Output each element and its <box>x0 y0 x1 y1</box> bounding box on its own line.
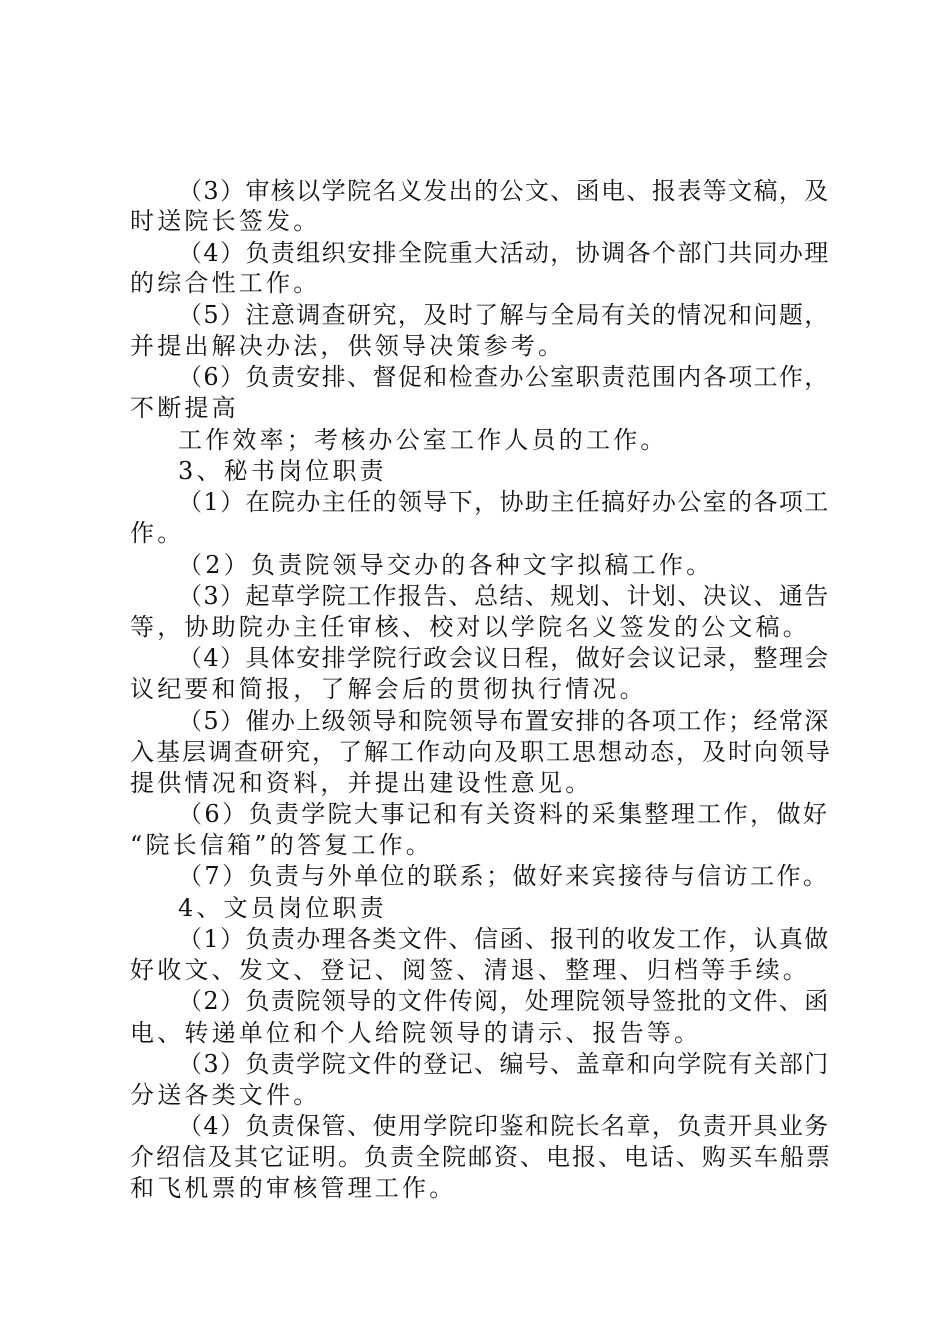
text-line: （1）负责办理各类文件、信函、报刊的收发工作，认真做 <box>178 925 830 953</box>
text-line: （5）催办上级领导和院领导布置安排的各项工作；经常深 <box>178 707 830 735</box>
text-line: （5）注意调查研究，及时了解与全局有关的情况和问题， <box>178 301 830 329</box>
text-line: 好收文、发文、登记、阅签、清退、整理、归档等手续。 <box>130 956 810 984</box>
text-line: （3）负责学院文件的登记、编号、盖章和向学院有关部门 <box>178 1050 830 1078</box>
text-line: （4）负责组织安排全院重大活动，协调各个部门共同办理 <box>178 239 830 267</box>
text-line: 介绍信及其它证明。负责全院邮资、电报、电话、购买车船票 <box>130 1143 832 1171</box>
text-line: 等，协助院办主任审核、校对以学院名义签发的公文稿。 <box>130 613 810 641</box>
text-line: 工作效率；考核办公室工作人员的工作。 <box>178 426 668 454</box>
text-line: （2）负责院领导交办的各种文字拟稿工作。 <box>178 551 714 579</box>
text-line: （2）负责院领导的文件传阅，处理院领导签批的文件、函 <box>178 987 830 1015</box>
text-line: “院长信箱”的答复工作。 <box>130 831 433 859</box>
text-line: （6）负责安排、督促和检查办公室职责范围内各项工作， <box>178 363 830 391</box>
text-line: （3）起草学院工作报告、总结、规划、计划、决议、通告 <box>178 582 830 610</box>
text-line: 入基层调查研究，了解工作动向及职工思想动态，及时向领导 <box>130 738 832 766</box>
text-line: 电、转递单位和个人给院领导的请示、报告等。 <box>130 1019 702 1047</box>
text-line: 作。 <box>130 519 185 547</box>
text-line: 提供情况和资料，并提出建设性意见。 <box>130 769 593 797</box>
text-line: 时送院长签发。 <box>130 207 321 235</box>
text-line: 议纪要和简报，了解会后的贯彻执行情况。 <box>130 675 647 703</box>
text-line: （4）具体安排学院行政会议日程，做好会议记录，整理会 <box>178 644 830 672</box>
section-heading: 4、文员岗位职责 <box>178 894 387 922</box>
text-line: （7）负责与外单位的联系；做好来宾接待与信访工作。 <box>178 862 830 890</box>
text-line: 分送各类文件。 <box>130 1081 321 1109</box>
section-heading: 3、秘书岗位职责 <box>178 457 387 485</box>
text-line: 并提出解决办法，供领导决策参考。 <box>130 332 566 360</box>
text-line: 不断提高 <box>130 394 239 422</box>
text-line: （4）负责保管、使用学院印鉴和院长名章，负责开具业务 <box>178 1112 830 1140</box>
text-line: （6）负责学院大事记和有关资料的采集整理工作，做好 <box>178 800 830 828</box>
text-line: （3）审核以学院名义发出的公文、函电、报表等文稿，及 <box>178 177 830 205</box>
text-line: 的综合性工作。 <box>130 269 321 297</box>
text-line: （1）在院办主任的领导下，协助主任搞好办公室的各项工 <box>178 488 830 516</box>
text-line: 和飞机票的审核管理工作。 <box>130 1174 457 1202</box>
